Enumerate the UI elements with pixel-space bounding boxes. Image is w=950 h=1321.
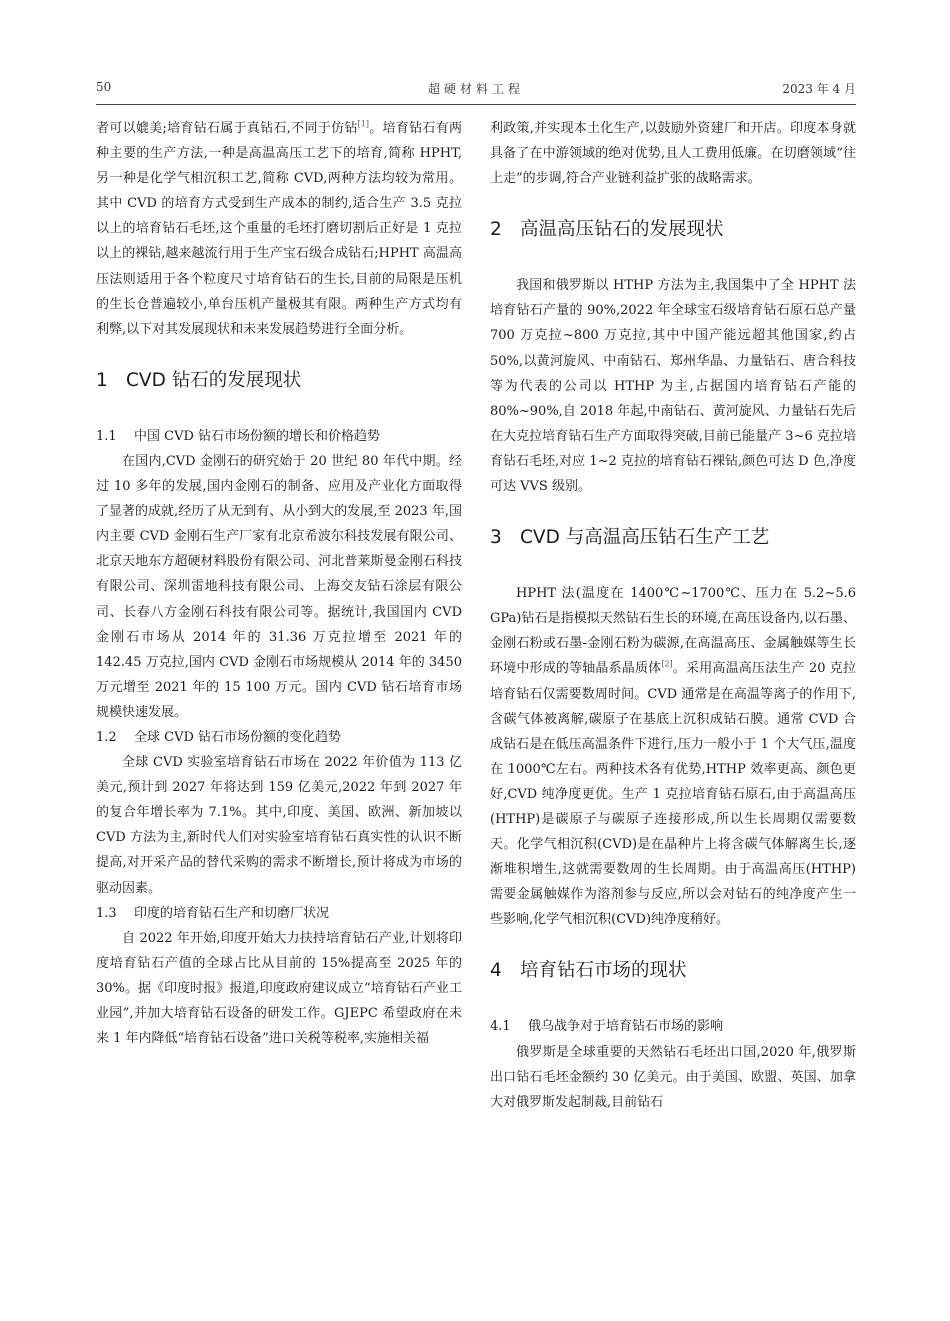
running-header bbox=[96, 80, 856, 102]
page-number: 50 bbox=[96, 80, 112, 94]
subsection-1-1-heading: 1.1 中国 CVD 钻石市场份额的增长和价格趋势 bbox=[96, 428, 381, 444]
subsection-1-2-heading: 1.2 全球 CVD 钻石市场份额的变化趋势 bbox=[96, 729, 342, 745]
right-column bbox=[490, 116, 856, 1115]
subsection-1-3-heading: 1.3 印度的培育钻石生产和切磨厂状况 bbox=[96, 905, 330, 921]
subsection-4-1-heading: 4.1 俄乌战争对于培育钻石市场的影响 bbox=[490, 1019, 724, 1035]
citation-1[interactable]: [1] bbox=[357, 119, 369, 129]
journal-title: 超硬材料工程 bbox=[427, 82, 524, 96]
section-2-heading: 2 高温高压钻石的发展现状 bbox=[490, 219, 724, 241]
paragraph-4-1: 俄罗斯是全球重要的天然钻石毛坯出口国,2020 年,俄罗斯出口钻石毛坯金额约 30 亿美元。由于美国、欧盟、英国、加拿大对俄罗斯发起制裁,目前钻石 bbox=[490, 1044, 856, 1110]
left-column bbox=[96, 116, 462, 1051]
paragraph-1-1: 在国内,CVD 金刚石的研究始于 20 世纪 80 年代中期。经过 10 多年的发展,国内金刚石的制备、应用及产业化方面取得了显著的成就,经历了从无到有、从小到大的发展,至 2023 年,国内主要 CVD 金刚石生产厂家有北京希波尔科技发展有限公司、北京天地东方超硬材料股份有限公司、河北普莱斯曼金刚石科技有限公司、深圳雷地科技有限公司、上海交友钻石涂层有限公司、长春八方金刚石科技有限公司等。据统计,我国国内 CVD 金刚石市场从 2014 年的 31.36 万克拉增至 2021 年的 142.45 万克拉,国内 CVD 金刚石市场规模从 2014 年的 3450 万元增至 2021 年的 15 100 万元。国内 CVD 钻石培育市场规模快速发展。 bbox=[96, 453, 462, 720]
paragraph-1-3: 自 2022 年开始,印度开始大力扶持培育钻石产业,计划将印度培育钻石产值的全球占比从目前的 15%提高至 2025 年的 30%。据《印度时报》报道,印度政府建议成立“培育钻石产业工业园”,并加大培育钻石设备的研发工作。GJEPC 希望政府在未来 1 年内降低“培育钻石设备”进口关税等税率,实施相关福 bbox=[96, 930, 462, 1047]
header-rule bbox=[96, 104, 856, 105]
paragraph-1-2: 全球 CVD 实验室培育钻石市场在 2022 年价值为 113 亿美元,预计到 2027 年将达到 159 亿美元,2022 年到 2027 年的复合年增长率为 7.1%。其中,印度、美国、欧洲、新加坡以 CVD 方法为主,新时代人们对实验室培育钻石真实性的认识不断提高,对开采产品的替代采购的需求不断增长,预计将成为市场的驱动因素。 bbox=[96, 755, 462, 896]
citation-2[interactable]: [2] bbox=[661, 660, 673, 670]
paragraph-2: 我国和俄罗斯以 HTHP 方法为主,我国集中了全 HPHT 法培育钻石产量的 90%,2022 年全球宝石级培育钻石原石总产量 700 万克拉~800 万克拉,其中中国产能远超其他国家,约占 50%,以黄河旋风、中南钻石、郑州华晶、力量钻石、唐合科技等为代表的公司以 HTHP 为主,占据国内培育钻石产能的 80%~90%,自 2018 年起,中南钻石、黄河旋风、力量钻石先后在大克拉培育钻石生产方面取得突破,目前已能量产 3~6 克拉培育钻石毛坯,对应 1~2 克拉的培育钻石裸钻,颜色可达 D 色,净度可达 VVS 级别。 bbox=[490, 278, 856, 495]
paragraph-intro: 者可以媲美;培育钻石属于真钻石,不同于仿钻[1]。培育钻石有两种主要的生产方法,一种是高温高压工艺下的培育,简称 HPHT,另一种是化学气相沉积工艺,简称 CVD,两种方法均较为常用。其中 CVD 的培育方式受到生产成本的制约,适合生产 3.5 克拉以上的培育钻石毛坯,这个重量的毛坯打磨切割后正好是 1 克拉以上的裸钻,越来越流行用于生产宝石级合成钻石;HPHT 高温高压法则适用于各个粒度尺寸培育钻石的生长,目前的局限是压机的生长仓普遍较小,单台压机产量极其有限。两种生产方式均有利弊,以下对其发展现状和未来发展趋势进行全面分析。 bbox=[96, 119, 462, 337]
paragraph-3: HPHT 法(温度在 1400℃~1700℃、压力在 5.2~5.6 GPa)钻石是指模拟天然钻石生长的环境,在高压设备内,以石墨、金刚石粉或石墨-金刚石粉为碳源,在高温高压、金属触媒等生长环境中形成的等轴晶系晶质体[2]。采用高温高压法生产 20 克拉培育钻石仅需要数周时间。CVD 通常是在高温等离子的作用下,含碳气体被离解,碳原子在基底上沉积成钻石膜。通常 CVD 合成钻石是在低压高温条件下进行,压力一般小于 1 个大气压,温度在 1000℃左右。两种技术各有优势,HTHP 效率更高、颜色更好,CVD 纯净度更优。生产 1 克拉培育钻石原石,由于高温高压(HTHP)是碳原子与碳原子连接形成,所以生长周期仅需要数天。化学气相沉积(CVD)是在晶种片上将含碳气体解离生长,逐渐堆积增生,这就需要数周的生长周期。由于高温高压(HTHP)需要金属触媒作为溶剂参与反应,所以会对钻石的纯净度产生一些影响,化学气相沉积(CVD)纯净度稍好。 bbox=[490, 586, 856, 928]
section-3-heading: 3 CVD 与高温高压钻石生产工艺 bbox=[490, 527, 770, 549]
paragraph-continued: 利政策,并实现本土化生产,以鼓励外资建厂和开店。印度本身就具备了在中游领域的绝对优势,且人工费用低廉。在切磨领域“往上走”的步调,符合产业链利益扩张的战略需求。 bbox=[490, 121, 856, 187]
issue-date: 2023 年 4 月 bbox=[782, 82, 856, 96]
section-4-heading: 4 培育钻石市场的现状 bbox=[490, 960, 687, 982]
section-1-heading: 1 CVD 钻石的发展现状 bbox=[96, 369, 302, 391]
